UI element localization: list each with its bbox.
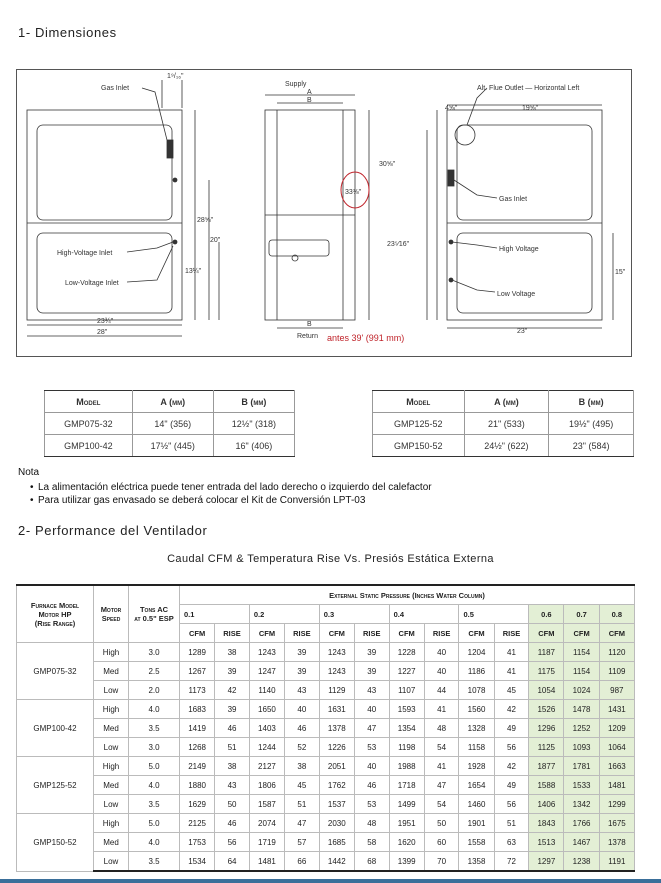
value-cell: 1244 xyxy=(249,738,284,757)
gas-inlet-right-label: Gas Inlet xyxy=(499,196,528,203)
value-cell: 39 xyxy=(215,700,250,719)
speed-cell: Low xyxy=(94,681,129,700)
low-voltage-inlet-label: Low-Voltage Inlet xyxy=(65,280,119,287)
value-cell: 41 xyxy=(494,643,529,662)
value-cell: 68 xyxy=(354,852,389,872)
dim-4-5: 4⅝" xyxy=(445,105,458,112)
value-cell: 1175 xyxy=(529,662,564,681)
value-cell: 1209 xyxy=(599,719,634,738)
tons-cell: 4.0 xyxy=(129,776,180,795)
value-cell: 1481 xyxy=(249,852,284,872)
cfm-header: CFM xyxy=(459,624,494,643)
col-b: B (mm) xyxy=(549,391,634,413)
pressure-header: 0.2 xyxy=(249,605,319,624)
value-cell: 49 xyxy=(494,776,529,795)
value-cell: 56 xyxy=(494,738,529,757)
dim-23-75: 23¾" xyxy=(97,318,114,325)
value-cell: 72 xyxy=(494,852,529,872)
value-cell: 1328 xyxy=(459,719,494,738)
cfm-header: CFM xyxy=(389,624,424,643)
cfm-header: CFM xyxy=(599,624,634,643)
value-cell: 2030 xyxy=(319,814,354,833)
value-cell: 48 xyxy=(354,814,389,833)
value-cell: 40 xyxy=(354,757,389,776)
value-cell: 70 xyxy=(424,852,459,872)
pressure-header: 0.6 xyxy=(529,605,564,624)
value-cell: 1534 xyxy=(180,852,215,872)
header-line: Tons AC xyxy=(139,605,169,614)
value-cell: 1228 xyxy=(389,643,424,662)
value-cell: 1243 xyxy=(319,662,354,681)
dim-28-5: 28⅝" xyxy=(197,217,214,224)
value-cell: 1140 xyxy=(249,681,284,700)
header-line: Speed xyxy=(101,614,121,623)
value-cell: 46 xyxy=(354,776,389,795)
col-model: Model xyxy=(45,391,133,413)
model-cell: GMP150-52 xyxy=(17,814,94,872)
cell: 12½" (318) xyxy=(213,413,294,435)
table-row xyxy=(17,643,635,662)
dim-30-5: 30⅝" xyxy=(379,161,396,168)
value-cell: 1289 xyxy=(180,643,215,662)
value-cell: 46 xyxy=(215,814,250,833)
cfm-header: CFM xyxy=(529,624,564,643)
value-cell: 1650 xyxy=(249,700,284,719)
value-cell: 1399 xyxy=(389,852,424,872)
speed-cell: Med xyxy=(94,662,129,681)
value-cell: 46 xyxy=(285,719,320,738)
red-note: antes 39' (991 mm) xyxy=(327,333,405,343)
section-title-performance: 2- Performance del Ventilador xyxy=(18,523,208,538)
value-cell: 1766 xyxy=(564,814,599,833)
table-row xyxy=(17,776,635,795)
value-cell: 1558 xyxy=(459,833,494,852)
value-cell: 1951 xyxy=(389,814,424,833)
value-cell: 2074 xyxy=(249,814,284,833)
tons-cell: 2.5 xyxy=(129,662,180,681)
tons-cell: 3.5 xyxy=(129,719,180,738)
speed-cell: High xyxy=(94,700,129,719)
table-row xyxy=(17,681,635,700)
value-cell: 40 xyxy=(424,662,459,681)
value-cell: 51 xyxy=(494,814,529,833)
value-cell: 1243 xyxy=(249,643,284,662)
value-cell: 2051 xyxy=(319,757,354,776)
cell: 23" (584) xyxy=(549,435,634,457)
value-cell: 1078 xyxy=(459,681,494,700)
col-model: Model xyxy=(373,391,465,413)
value-cell: 1403 xyxy=(249,719,284,738)
col-b: B (mm) xyxy=(213,391,294,413)
value-cell: 1513 xyxy=(529,833,564,852)
value-cell: 1629 xyxy=(180,795,215,814)
value-cell: 50 xyxy=(424,814,459,833)
value-cell: 1252 xyxy=(564,719,599,738)
table-row xyxy=(17,719,635,738)
value-cell: 45 xyxy=(494,681,529,700)
value-cell: 53 xyxy=(354,738,389,757)
value-cell: 44 xyxy=(424,681,459,700)
value-cell: 1685 xyxy=(319,833,354,852)
dim-13-25: 13¼" xyxy=(185,268,202,275)
value-cell: 43 xyxy=(215,776,250,795)
high-voltage-label: High Voltage xyxy=(499,246,539,253)
value-cell: 1806 xyxy=(249,776,284,795)
dim-15: 15" xyxy=(615,269,626,276)
value-cell: 2125 xyxy=(180,814,215,833)
value-cell: 1238 xyxy=(564,852,599,872)
value-cell: 1460 xyxy=(459,795,494,814)
speed-cell: Med xyxy=(94,719,129,738)
dim-23-516: 23⁵⁄16" xyxy=(387,241,410,248)
rise-header: RISE xyxy=(285,624,320,643)
value-cell: 1378 xyxy=(599,833,634,852)
speed-cell: High xyxy=(94,814,129,833)
cell: 19½" (495) xyxy=(549,413,634,435)
model-table-right xyxy=(372,390,634,457)
value-cell: 1267 xyxy=(180,662,215,681)
value-cell: 1093 xyxy=(564,738,599,757)
model-cell: GMP075-32 xyxy=(17,643,94,700)
cell: GMP125-52 xyxy=(373,413,465,435)
value-cell: 54 xyxy=(424,738,459,757)
value-cell: 1354 xyxy=(389,719,424,738)
header-tons xyxy=(129,585,180,643)
value-cell: 1533 xyxy=(564,776,599,795)
high-voltage-inlet-label: High-Voltage Inlet xyxy=(57,250,113,257)
rise-header: RISE xyxy=(215,624,250,643)
value-cell: 39 xyxy=(354,662,389,681)
tons-cell: 2.0 xyxy=(129,681,180,700)
pressure-header: 0.7 xyxy=(564,605,599,624)
value-cell: 47 xyxy=(354,719,389,738)
cfm-header: CFM xyxy=(180,624,215,643)
dimension-figure xyxy=(16,69,632,357)
value-cell: 1587 xyxy=(249,795,284,814)
value-cell: 42 xyxy=(494,700,529,719)
value-cell: 2127 xyxy=(249,757,284,776)
value-cell: 41 xyxy=(424,757,459,776)
value-cell: 1173 xyxy=(180,681,215,700)
section-title-dimensiones: 1- Dimensiones xyxy=(18,25,117,40)
cfm-header: CFM xyxy=(249,624,284,643)
tons-cell: 3.5 xyxy=(129,795,180,814)
value-cell: 39 xyxy=(285,643,320,662)
value-cell: 48 xyxy=(424,719,459,738)
header-line: Furnace Model xyxy=(30,600,80,610)
col-a: A (mm) xyxy=(464,391,549,413)
value-cell: 1158 xyxy=(459,738,494,757)
value-cell: 57 xyxy=(285,833,320,852)
value-cell: 1988 xyxy=(389,757,424,776)
tons-cell: 5.0 xyxy=(129,814,180,833)
value-cell: 54 xyxy=(424,795,459,814)
table-row xyxy=(17,738,635,757)
value-cell: 1843 xyxy=(529,814,564,833)
value-cell: 49 xyxy=(494,719,529,738)
value-cell: 1342 xyxy=(564,795,599,814)
value-cell: 1378 xyxy=(319,719,354,738)
table-row xyxy=(17,795,635,814)
rise-header: RISE xyxy=(424,624,459,643)
cell: 17½" (445) xyxy=(132,435,213,457)
dim-19-5: 19⅝" xyxy=(522,105,539,112)
value-cell: 2149 xyxy=(180,757,215,776)
speed-cell: High xyxy=(94,757,129,776)
pressure-header: 0.4 xyxy=(389,605,459,624)
header-line: Motor HP xyxy=(38,609,72,619)
nota-item: • La alimentación eléctrica puede tener entrada del lado derecho o izquierdo del calefactor xyxy=(38,482,432,493)
header-esp: External Static Pressure (Inches Water Column) xyxy=(180,585,635,605)
value-cell: 1125 xyxy=(529,738,564,757)
dim-b-bottom-label: B xyxy=(307,321,312,328)
speed-cell: Low xyxy=(94,738,129,757)
value-cell: 1718 xyxy=(389,776,424,795)
value-cell: 1419 xyxy=(180,719,215,738)
value-cell: 39 xyxy=(354,643,389,662)
value-cell: 41 xyxy=(424,700,459,719)
cell: GMP075-32 xyxy=(45,413,133,435)
value-cell: 1109 xyxy=(599,662,634,681)
header-line: Motor xyxy=(100,605,122,614)
model-cell: GMP100-42 xyxy=(17,700,94,757)
tons-cell: 3.5 xyxy=(129,852,180,872)
value-cell: 38 xyxy=(215,643,250,662)
speed-cell: High xyxy=(94,643,129,662)
value-cell: 1191 xyxy=(599,852,634,872)
pressure-header: 0.3 xyxy=(319,605,389,624)
value-cell: 60 xyxy=(424,833,459,852)
rise-header: RISE xyxy=(354,624,389,643)
value-cell: 40 xyxy=(424,643,459,662)
model-cell: GMP125-52 xyxy=(17,757,94,814)
value-cell: 1928 xyxy=(459,757,494,776)
value-cell: 46 xyxy=(215,719,250,738)
dim-28: 28" xyxy=(97,329,108,336)
value-cell: 1187 xyxy=(529,643,564,662)
value-cell: 56 xyxy=(215,833,250,852)
value-cell: 1654 xyxy=(459,776,494,795)
return-label: Return xyxy=(297,333,319,340)
perf-caption: Caudal CFM & Temperatura Rise Vs. Presiós Estática Externa xyxy=(167,553,494,565)
performance-table xyxy=(16,584,635,872)
nota-title: Nota xyxy=(18,467,40,478)
speed-cell: Low xyxy=(94,852,129,872)
value-cell: 51 xyxy=(215,738,250,757)
value-cell: 1054 xyxy=(529,681,564,700)
dim-a-label: A xyxy=(307,89,312,96)
value-cell: 42 xyxy=(215,681,250,700)
cell: 24½" (622) xyxy=(464,435,549,457)
cell: 14" (356) xyxy=(132,413,213,435)
tons-cell: 3.0 xyxy=(129,643,180,662)
value-cell: 1781 xyxy=(564,757,599,776)
dimension-drawing xyxy=(17,70,633,358)
value-cell: 47 xyxy=(285,814,320,833)
value-cell: 1129 xyxy=(319,681,354,700)
gas-inlet-label: Gas Inlet xyxy=(101,85,130,92)
value-cell: 40 xyxy=(354,700,389,719)
table-row xyxy=(17,662,635,681)
value-cell: 1227 xyxy=(389,662,424,681)
value-cell: 1526 xyxy=(529,700,564,719)
value-cell: 1299 xyxy=(599,795,634,814)
dim-33-5: 33⅜" xyxy=(345,189,362,196)
value-cell: 43 xyxy=(354,681,389,700)
value-cell: 1537 xyxy=(319,795,354,814)
dim-23: 23" xyxy=(517,328,528,335)
model-table-left xyxy=(44,390,295,457)
supply-label: Supply xyxy=(285,81,307,88)
value-cell: 1683 xyxy=(180,700,215,719)
table-row xyxy=(17,852,635,872)
table-row xyxy=(17,833,635,852)
value-cell: 1297 xyxy=(529,852,564,872)
value-cell: 1719 xyxy=(249,833,284,852)
cell: 21" (533) xyxy=(464,413,549,435)
value-cell: 1064 xyxy=(599,738,634,757)
value-cell: 58 xyxy=(354,833,389,852)
value-cell: 1753 xyxy=(180,833,215,852)
nota-item: • Para utilizar gas envasado se deberá colocar el Kit de Conversión LPT-03 xyxy=(38,495,365,506)
value-cell: 1880 xyxy=(180,776,215,795)
rise-header: RISE xyxy=(494,624,529,643)
value-cell: 43 xyxy=(285,681,320,700)
value-cell: 1226 xyxy=(319,738,354,757)
value-cell: 47 xyxy=(424,776,459,795)
value-cell: 63 xyxy=(494,833,529,852)
value-cell: 1675 xyxy=(599,814,634,833)
value-cell: 1268 xyxy=(180,738,215,757)
alt-flue-outlet-label: Alt. Flue Outlet — Horizontal Left xyxy=(477,85,580,92)
pressure-header: 0.5 xyxy=(459,605,529,624)
value-cell: 50 xyxy=(215,795,250,814)
dim-20: 20" xyxy=(210,237,221,244)
pressure-header: 0.1 xyxy=(180,605,250,624)
value-cell: 1243 xyxy=(319,643,354,662)
dim-b-label: B xyxy=(307,97,312,104)
header-speed xyxy=(94,585,129,643)
value-cell: 1762 xyxy=(319,776,354,795)
value-cell: 1186 xyxy=(459,662,494,681)
value-cell: 38 xyxy=(215,757,250,776)
col-a: A (mm) xyxy=(132,391,213,413)
tons-cell: 3.0 xyxy=(129,738,180,757)
value-cell: 52 xyxy=(285,738,320,757)
table-row xyxy=(17,757,635,776)
value-cell: 1620 xyxy=(389,833,424,852)
value-cell: 1481 xyxy=(599,776,634,795)
value-cell: 1560 xyxy=(459,700,494,719)
value-cell: 45 xyxy=(285,776,320,795)
cfm-header: CFM xyxy=(319,624,354,643)
value-cell: 1120 xyxy=(599,643,634,662)
value-cell: 41 xyxy=(494,662,529,681)
cell: 16" (406) xyxy=(213,435,294,457)
value-cell: 1247 xyxy=(249,662,284,681)
value-cell: 40 xyxy=(285,700,320,719)
dim-gas-offset: 1⁹/₁₆" xyxy=(167,73,184,80)
value-cell: 1499 xyxy=(389,795,424,814)
header-line: (Rise Range) xyxy=(34,618,76,628)
tons-cell: 5.0 xyxy=(129,757,180,776)
value-cell: 1024 xyxy=(564,681,599,700)
bottom-bar xyxy=(0,879,661,883)
value-cell: 987 xyxy=(599,681,634,700)
value-cell: 51 xyxy=(285,795,320,814)
value-cell: 1478 xyxy=(564,700,599,719)
value-cell: 1588 xyxy=(529,776,564,795)
value-cell: 1631 xyxy=(319,700,354,719)
header-line: at 0.5" ESP xyxy=(134,614,174,623)
low-voltage-label: Low Voltage xyxy=(497,291,536,298)
value-cell: 1107 xyxy=(389,681,424,700)
value-cell: 1406 xyxy=(529,795,564,814)
cell: GMP150-52 xyxy=(373,435,465,457)
speed-cell: Med xyxy=(94,833,129,852)
value-cell: 38 xyxy=(285,757,320,776)
value-cell: 1358 xyxy=(459,852,494,872)
header-model xyxy=(17,585,94,643)
value-cell: 66 xyxy=(285,852,320,872)
value-cell: 53 xyxy=(354,795,389,814)
value-cell: 1204 xyxy=(459,643,494,662)
value-cell: 1442 xyxy=(319,852,354,872)
value-cell: 42 xyxy=(494,757,529,776)
value-cell: 1154 xyxy=(564,643,599,662)
value-cell: 1593 xyxy=(389,700,424,719)
value-cell: 56 xyxy=(494,795,529,814)
pressure-header: 0.8 xyxy=(599,605,634,624)
value-cell: 1901 xyxy=(459,814,494,833)
value-cell: 1296 xyxy=(529,719,564,738)
cell: GMP100-42 xyxy=(45,435,133,457)
value-cell: 39 xyxy=(285,662,320,681)
value-cell: 1431 xyxy=(599,700,634,719)
value-cell: 39 xyxy=(215,662,250,681)
speed-cell: Low xyxy=(94,795,129,814)
value-cell: 64 xyxy=(215,852,250,872)
table-row xyxy=(17,700,635,719)
table-row xyxy=(17,814,635,833)
speed-cell: Med xyxy=(94,776,129,795)
value-cell: 1663 xyxy=(599,757,634,776)
value-cell: 1877 xyxy=(529,757,564,776)
tons-cell: 4.0 xyxy=(129,833,180,852)
value-cell: 1198 xyxy=(389,738,424,757)
value-cell: 1467 xyxy=(564,833,599,852)
tons-cell: 4.0 xyxy=(129,700,180,719)
cfm-header: CFM xyxy=(564,624,599,643)
value-cell: 1154 xyxy=(564,662,599,681)
